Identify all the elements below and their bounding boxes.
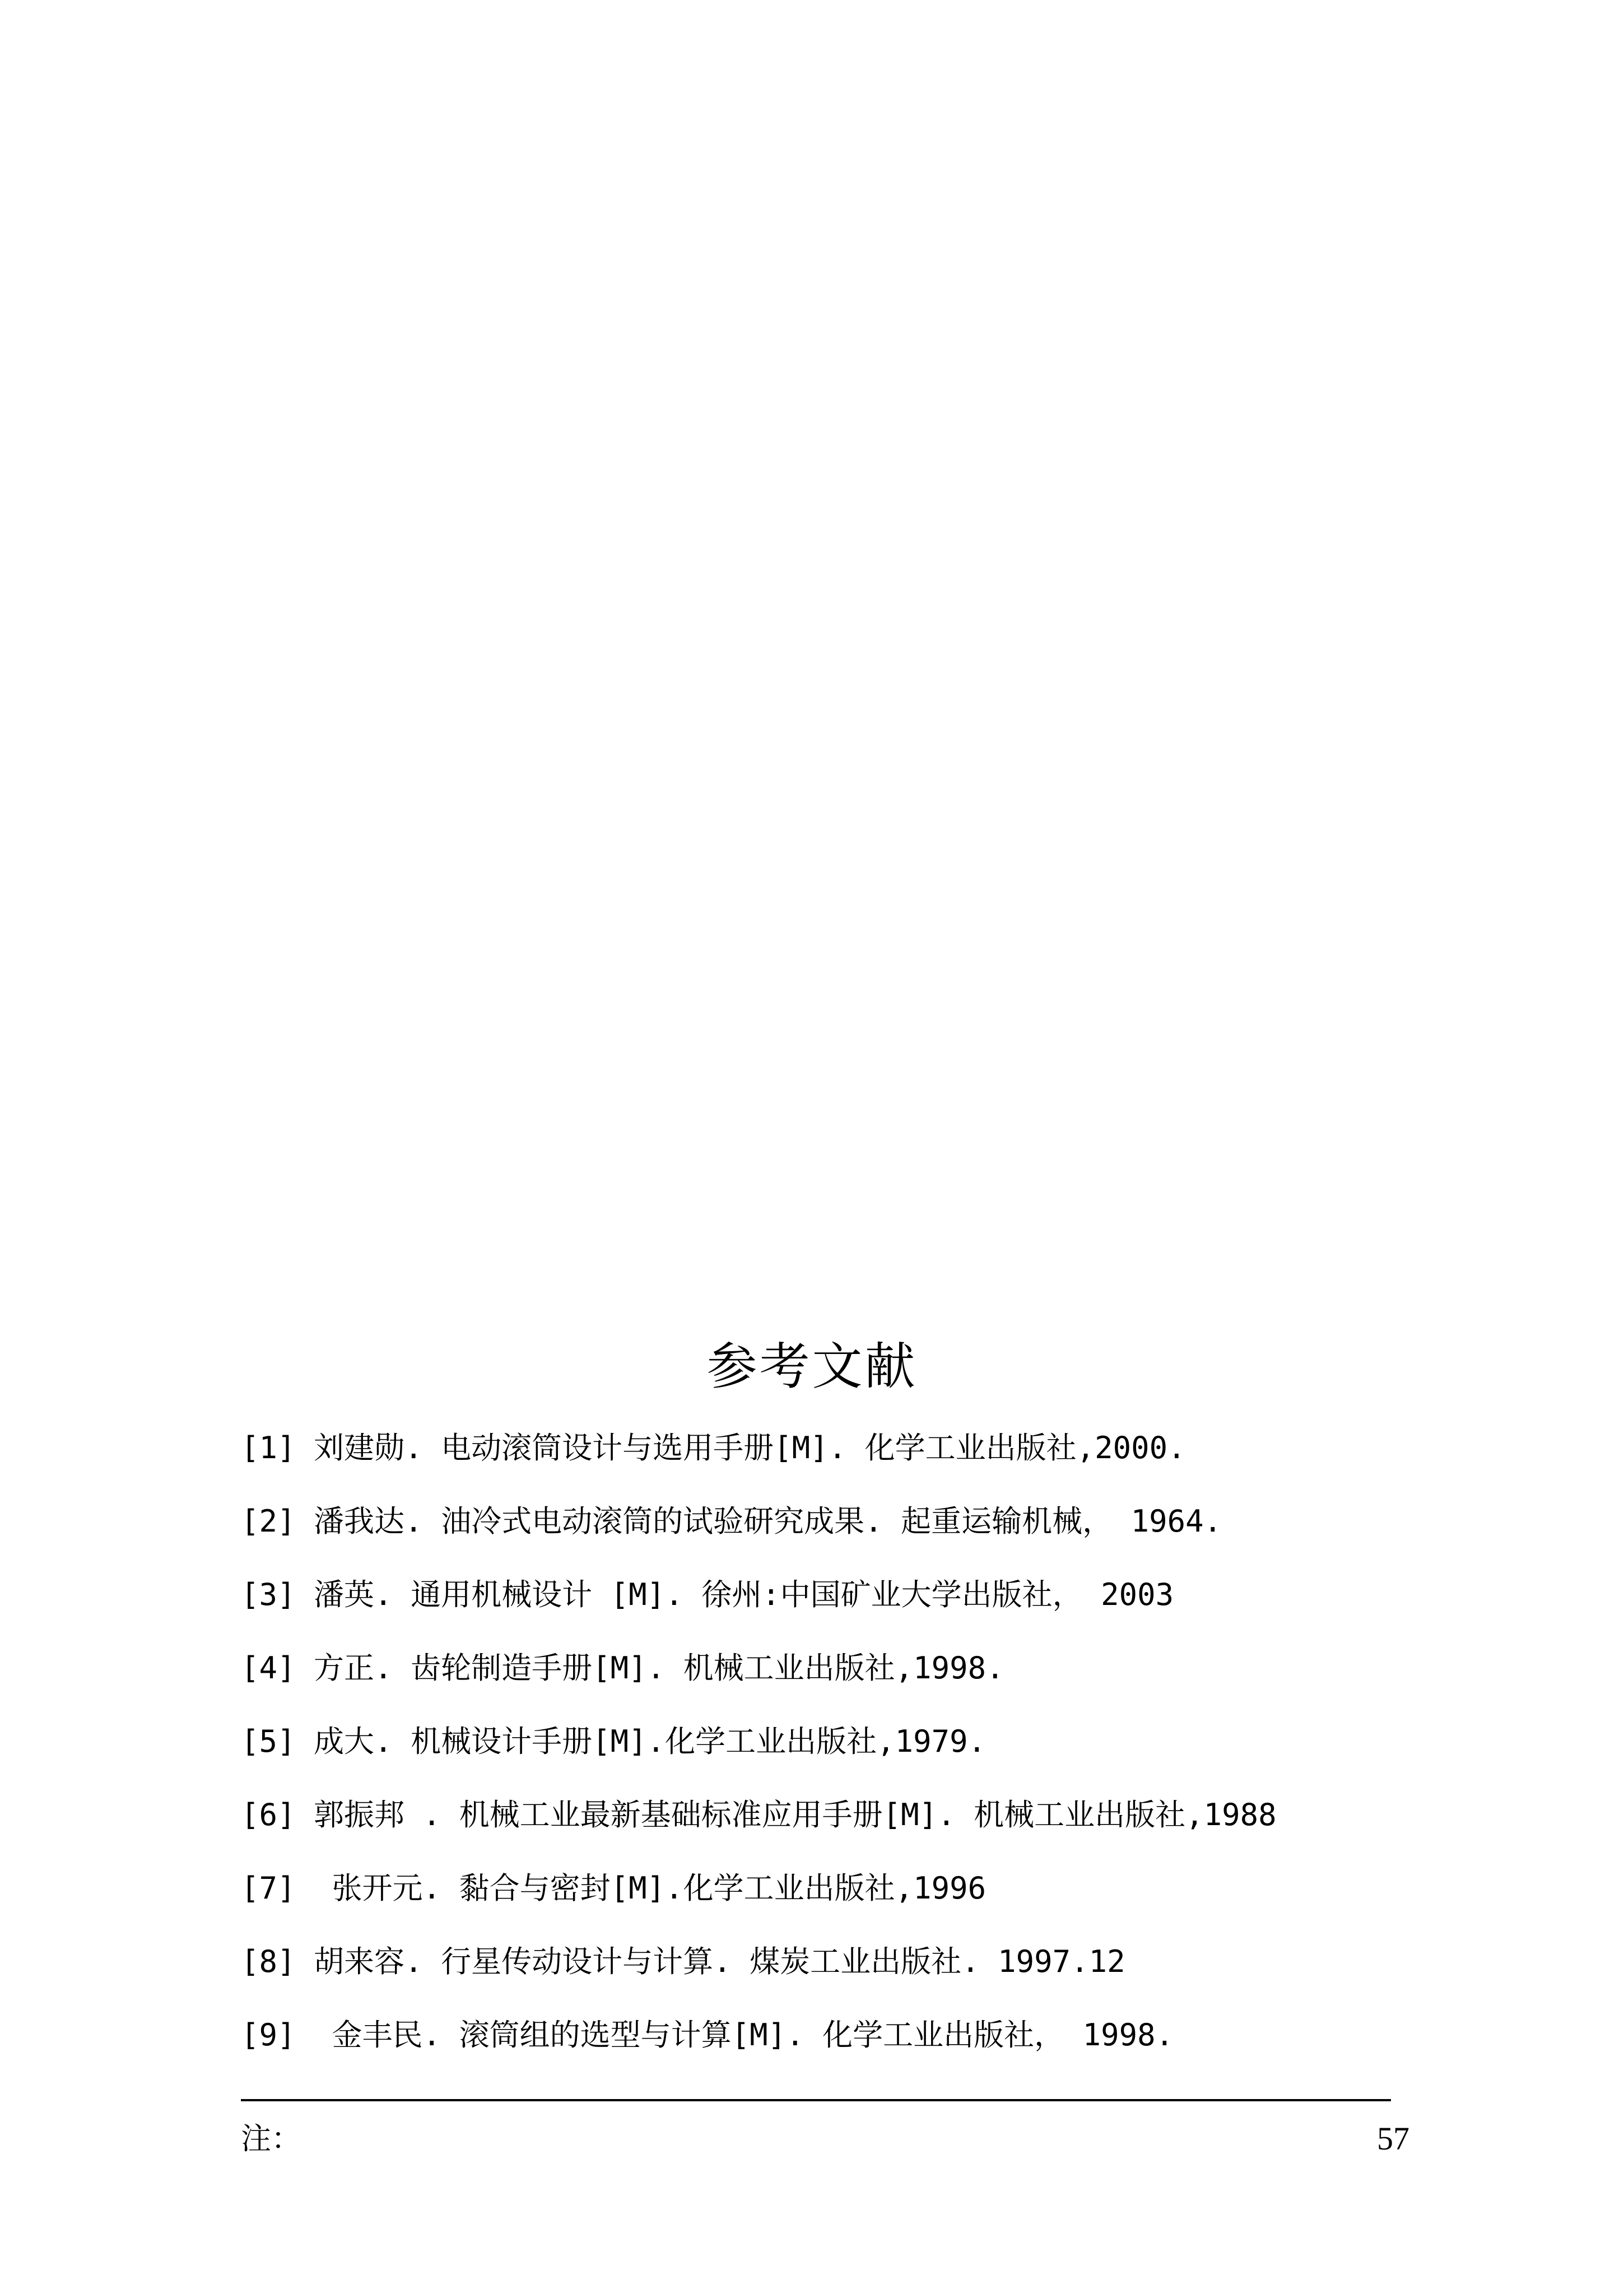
reference-item-9: [9] 金丰民. 滚筒组的选型与计算[M]. 化学工业出版社， 1998. <box>241 2017 1174 2053</box>
footer-divider <box>241 2099 1391 2101</box>
reference-item-8: [8] 胡来容. 行星传动设计与计算. 煤炭工业出版社. 1997.12 <box>241 1944 1125 1979</box>
reference-item-7: [7] 张开元. 黏合与密封[M].化学工业出版社,1996 <box>241 1870 987 1906</box>
reference-item-5: [5] 成大. 机械设计手册[M].化学工业出版社,1979. <box>241 1724 987 1759</box>
reference-list <box>241 1426 1417 2086</box>
footer-note-label: 注： <box>241 2121 301 2156</box>
reference-item-6: [6] 郭振邦 . 机械工业最新基础标准应用手册[M]. 机械工业出版社,1988 <box>241 1797 1277 1832</box>
reference-item-2: [2] 潘我达. 油冷式电动滚筒的试验研究成果. 起重运输机械， 1964. <box>241 1504 1222 1539</box>
page-number: 57 <box>1377 2120 1409 2157</box>
reference-item-1: [1] 刘建勋. 电动滚筒设计与选用手册[M]. 化学工业出版社,2000. <box>241 1430 1186 1465</box>
reference-item-4: [4] 方正. 齿轮制造手册[M]. 机械工业出版社,1998. <box>241 1650 1004 1686</box>
page-title: 参考文献 <box>706 1337 918 1396</box>
reference-item-3: [3] 潘英. 通用机械设计 [M]. 徐州:中国矿业大学出版社， 2003 <box>241 1577 1174 1612</box>
